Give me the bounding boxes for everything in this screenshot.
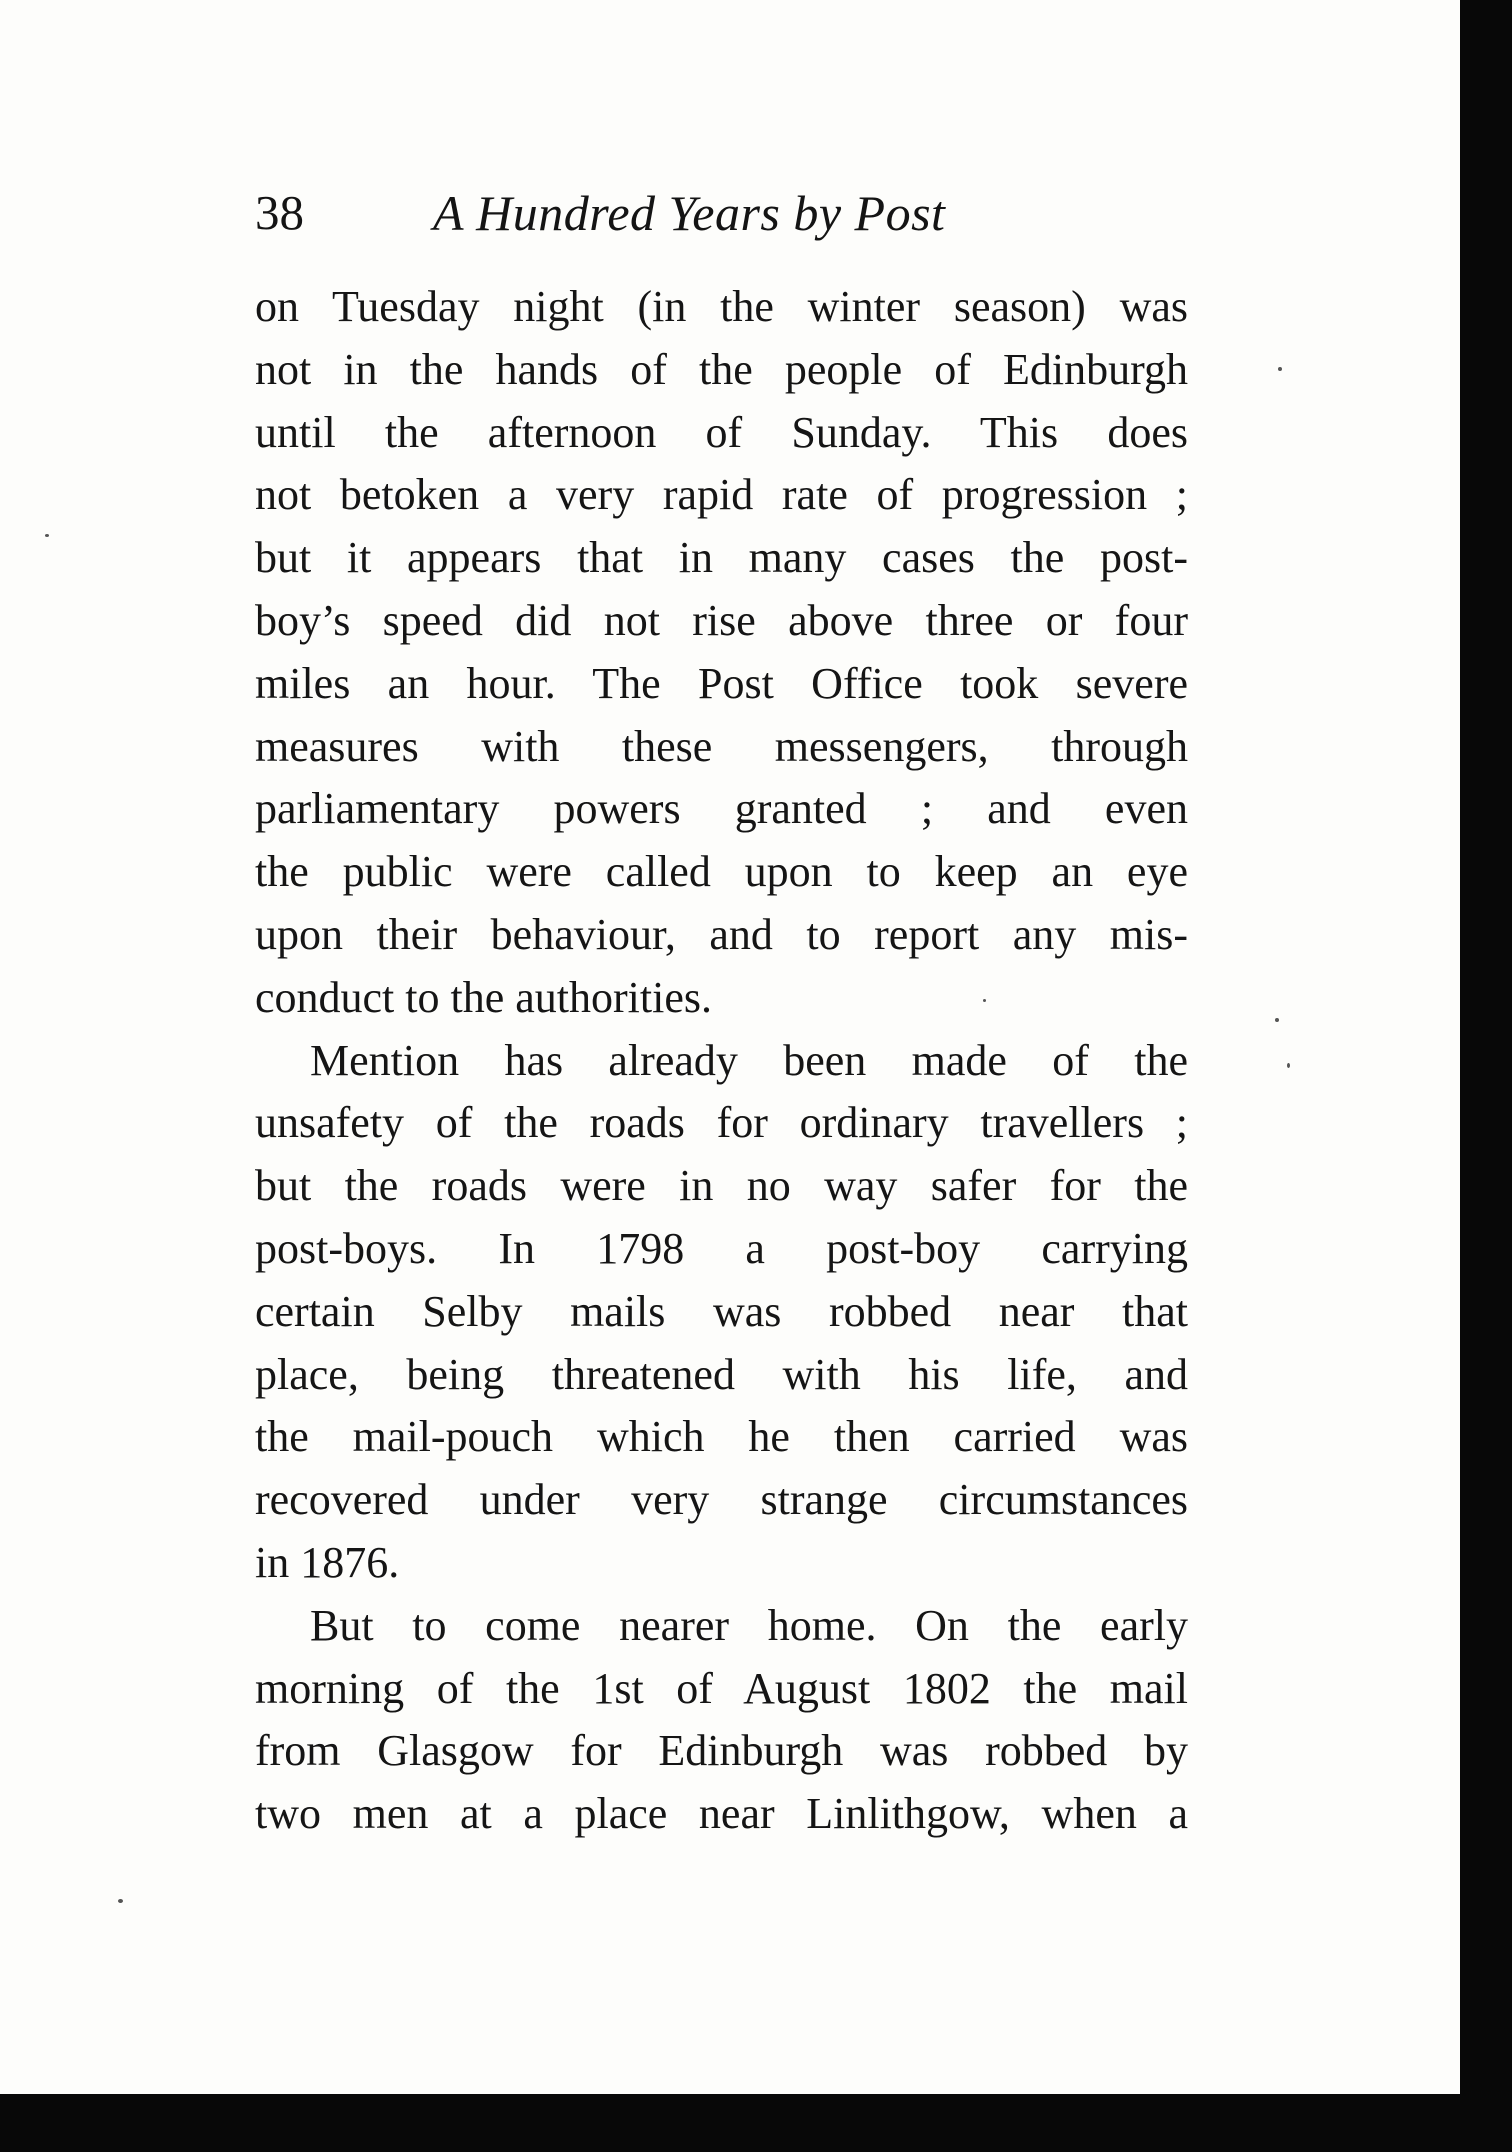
paragraph [255,1595,1188,1846]
page-header [255,178,1195,248]
text-line: not in the hands of the people of Edinburgh [255,344,1188,394]
text-line: place, being threatened with his life, and [255,1349,1188,1399]
text-line: morning of the 1st of August 1802 the mail [255,1663,1188,1713]
text-line: on Tuesday night (in the winter season) was [255,282,1188,331]
text-line: certain Selby mails was robbed near that [255,1286,1188,1336]
scan-speck [118,1899,123,1903]
text-line: not betoken a very rapid rate of progression ; [255,470,1188,520]
scan-speck [1278,367,1282,371]
text-line: But to come nearer home. On the early [310,1600,1188,1650]
page-edge-shadow-bottom [0,2094,1512,2152]
text-line: two men at a place near Linlithgow, when a [255,1789,1188,1839]
paragraph [255,276,1188,1030]
text-line: but it appears that in many cases the post- [255,533,1188,583]
page-number: 38 [255,185,304,240]
text-line: measures with these messengers, through [255,721,1188,771]
body-text [255,276,1188,1846]
text-line: but the roads were in no way safer for the [255,1161,1188,1211]
text-line: until the afternoon of Sunday. This does [255,407,1188,457]
scan-speck [1287,1063,1290,1068]
text-line: post-boys. In 1798 a post-boy carrying [255,1223,1188,1273]
text-line: boy’s speed did not rise above three or four [255,595,1188,645]
page-edge-shadow-right [1460,0,1512,2152]
scan-speck [45,534,49,537]
text-line: upon their behaviour, and to report any mis- [255,909,1188,959]
text-line: Mention has already been made of the [310,1035,1188,1085]
text-line: unsafety of the roads for ordinary travellers ; [255,1098,1188,1148]
text-line: conduct to the authorities. [255,972,712,1022]
running-title: A Hundred Years by Post [433,185,946,241]
text-line: recovered under very strange circumstances [255,1475,1188,1525]
text-line: the public were called upon to keep an eye [255,847,1188,897]
text-line: miles an hour. The Post Office took severe [255,658,1188,708]
paragraph [255,1030,1188,1595]
text-line: parliamentary powers granted ; and even [255,784,1188,834]
scan-speck [1275,1018,1279,1022]
text-line: in 1876. [255,1537,400,1587]
text-line: from Glasgow for Edinburgh was robbed by [255,1726,1188,1776]
text-line: the mail-pouch which he then carried was [255,1412,1188,1462]
